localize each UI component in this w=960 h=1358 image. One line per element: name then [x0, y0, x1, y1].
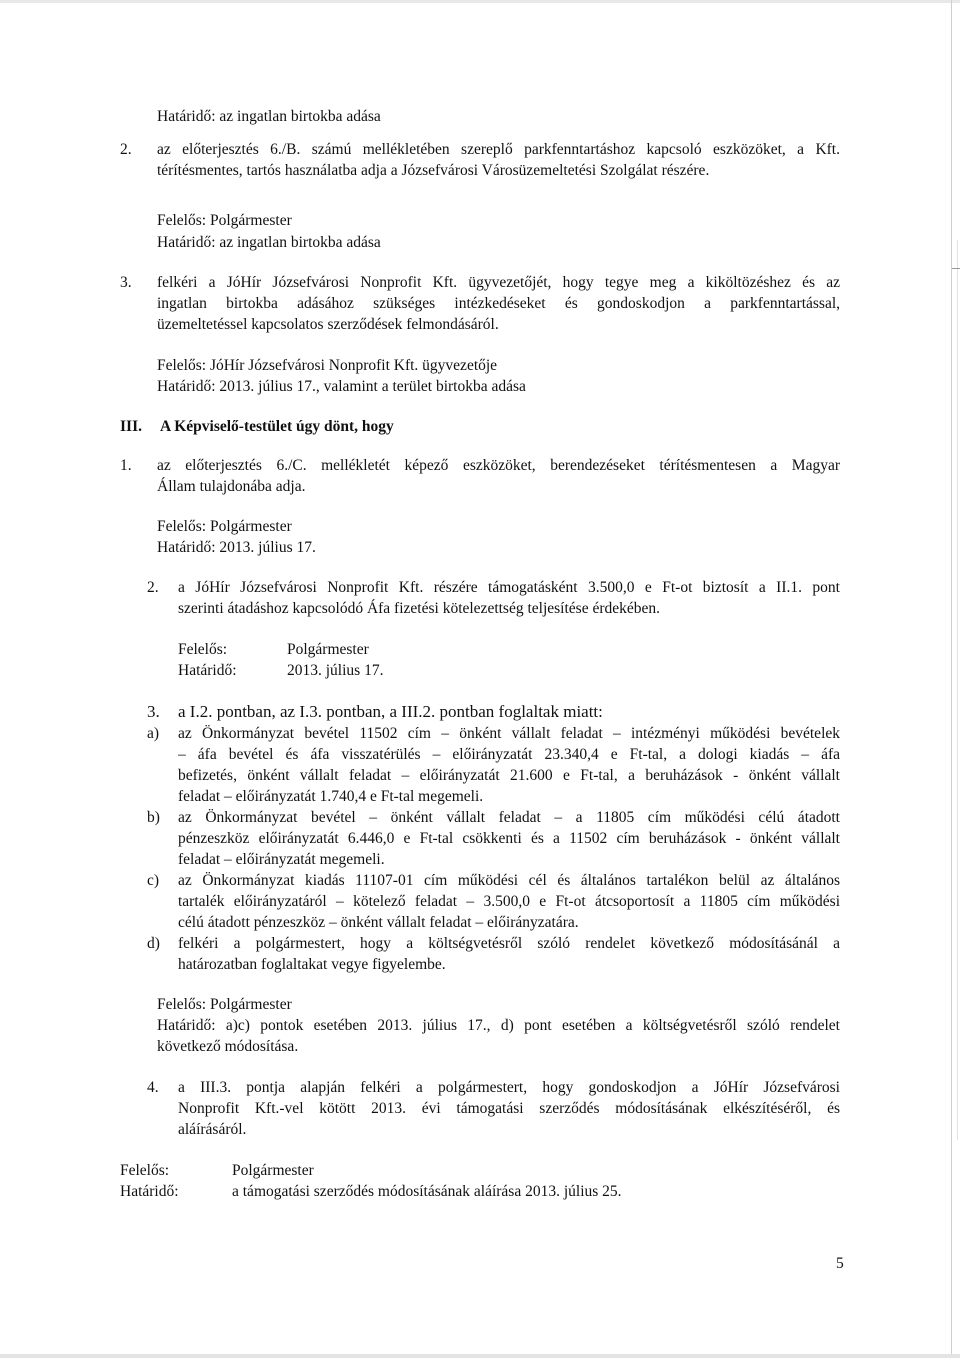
deadline-line: következő módosítása.: [157, 1038, 299, 1055]
subitem-text: – áfa bevétel és áfa visszatérülés – előirányzatát 23.340,4 e Ft-tal, a dologi kiadás – áfa: [178, 746, 840, 763]
item-text: Nonprofit Kft.-vel kötött 2013. évi támogatási szerződés módosításának elkészítéséről, és: [178, 1100, 840, 1117]
item-text: szerinti átadáshoz kapcsolódó Áfa fizetési kötelezettség teljesítése érdekében.: [178, 600, 661, 617]
subitem-text: feladat – előirányzatát megemeli.: [178, 851, 385, 868]
deadline-line: Határidő: a)c) pontok esetében 2013. július 17., d) pont esetében a költségvetésről szóló rendelet: [157, 1017, 840, 1034]
item-text: üzemeltetéssel kapcsolatos szerződések felmondásáról.: [157, 316, 499, 333]
subitem-text: pénzeszköz előirányzatát 6.446,0 e Ft-tal csökkenti és a 11502 cím beruházások - önként vállalt: [178, 830, 840, 847]
responsible-line: Felelős: Polgármester: [157, 518, 292, 535]
deadline-value: a támogatási szerződés módosításának aláírása 2013. július 25.: [232, 1183, 622, 1200]
deadline-line: Határidő: 2013. július 17.: [157, 539, 316, 556]
item-text: a III.3. pontja alapján felkéri a polgármestert, hogy gondoskodjon a JóHír Józsefvárosi: [178, 1079, 840, 1096]
item-number: 2.: [147, 579, 159, 596]
responsible-line: Felelős: Polgármester: [157, 212, 292, 229]
responsible-line: Felelős: Polgármester: [157, 996, 292, 1013]
item-text: térítésmentes, tartós használatba adja a Józsefvárosi Városüzemeltetési Szolgálat részére.: [157, 162, 710, 179]
responsible-value: Polgármester: [287, 641, 369, 658]
item-text: Állam tulajdonába adja.: [157, 478, 306, 495]
section-title: A Képviselő-testület úgy dönt, hogy: [160, 418, 394, 435]
item-number: 3.: [147, 702, 160, 721]
deadline-value: 2013. július 17.: [287, 662, 384, 679]
item-number: 4.: [147, 1079, 159, 1096]
scan-mark: [952, 268, 960, 269]
responsible-value: Polgármester: [232, 1162, 314, 1179]
subitem-label: a): [147, 725, 160, 742]
item-text: felkéri a JóHír Józsefvárosi Nonprofit Kft. ügyvezetőjét, hogy tegye meg a kiköltözéshez és az: [157, 274, 840, 291]
item-number: 1.: [120, 457, 132, 474]
subitem-text: az Önkormányzat kiadás 11107-01 cím működési cél és általános tartalékon belül az általános: [178, 872, 840, 889]
responsible-label: Felelős:: [120, 1162, 170, 1179]
subitem-label: d): [147, 935, 160, 952]
deadline-label: Határidő:: [178, 662, 237, 679]
deadline-label: Határidő:: [120, 1183, 179, 1200]
section-number: III.: [120, 418, 142, 435]
scan-edge-right-inner: [957, 240, 958, 1140]
deadline-line: Határidő: 2013. július 17., valamint a terület birtokba adása: [157, 378, 526, 395]
item-text: a JóHír Józsefvárosi Nonprofit Kft. részére támogatásként 3.500,0 e Ft-ot biztosít a II.1. pont: [178, 579, 840, 596]
subitem-text: az Önkormányzat bevétel 11502 cím – önként vállalt feladat – intézményi működési bevételek: [178, 725, 840, 742]
scan-edge-top: [0, 0, 960, 3]
item-text: aláírásáról.: [178, 1121, 247, 1138]
subitem-text: határozatban foglaltakat vegye figyelembe.: [178, 956, 446, 973]
item-title: a I.2. pontban, az I.3. pontban, a III.2. pontban foglaltak miatt:: [178, 702, 603, 721]
page-number: 5: [836, 1255, 844, 1272]
responsible-line: Felelős: JóHír Józsefvárosi Nonprofit Kft. ügyvezetője: [157, 357, 498, 374]
subitem-text: tartalék előirányzatáról – kötelező feladat – 3.500,0 e Ft-ot átcsoportosít a 11805 cím működési: [178, 893, 840, 910]
subitem-text: az Önkormányzat bevétel – önként vállalt feladat – a 11805 cím működési célú átadott: [178, 809, 840, 826]
scan-edge-bottom: [0, 1354, 960, 1358]
item-text: ingatlan birtokba adásához szükséges intézkedéseket és gondoskodjon a parkfenntartással,: [157, 295, 840, 312]
item-text: az előterjesztés 6./B. számú mellékletében szereplő parkfenntartáshoz kapcsoló eszközöket, a Kft.: [157, 141, 840, 158]
deadline-line: Határidő: az ingatlan birtokba adása: [157, 234, 381, 251]
deadline-line: Határidő: az ingatlan birtokba adása: [157, 108, 381, 125]
subitem-text: befizetés, önként vállalt feladat – előirányzatát 21.600 e Ft-tal, a beruházások - önként vállalt: [178, 767, 840, 784]
responsible-label: Felelős:: [178, 641, 228, 658]
subitem-text: célú átadott pénzeszköz – önként vállalt feladat – előirányzatára.: [178, 914, 579, 931]
subitem-label: c): [147, 872, 160, 889]
subitem-text: feladat – előirányzatát 1.740,4 e Ft-tal megemeli.: [178, 788, 484, 805]
scan-edge-right: [951, 0, 952, 1358]
subitem-text: felkéri a polgármestert, hogy a költségvetésről szóló rendelet következő módosításánál a: [178, 935, 840, 952]
item-text: az előterjesztés 6./C. mellékletét képező eszközöket, berendezéseket térítésmentesen a Magyar: [157, 457, 840, 474]
subitem-label: b): [147, 809, 160, 826]
item-number: 2.: [120, 141, 132, 158]
item-number: 3.: [120, 274, 132, 291]
